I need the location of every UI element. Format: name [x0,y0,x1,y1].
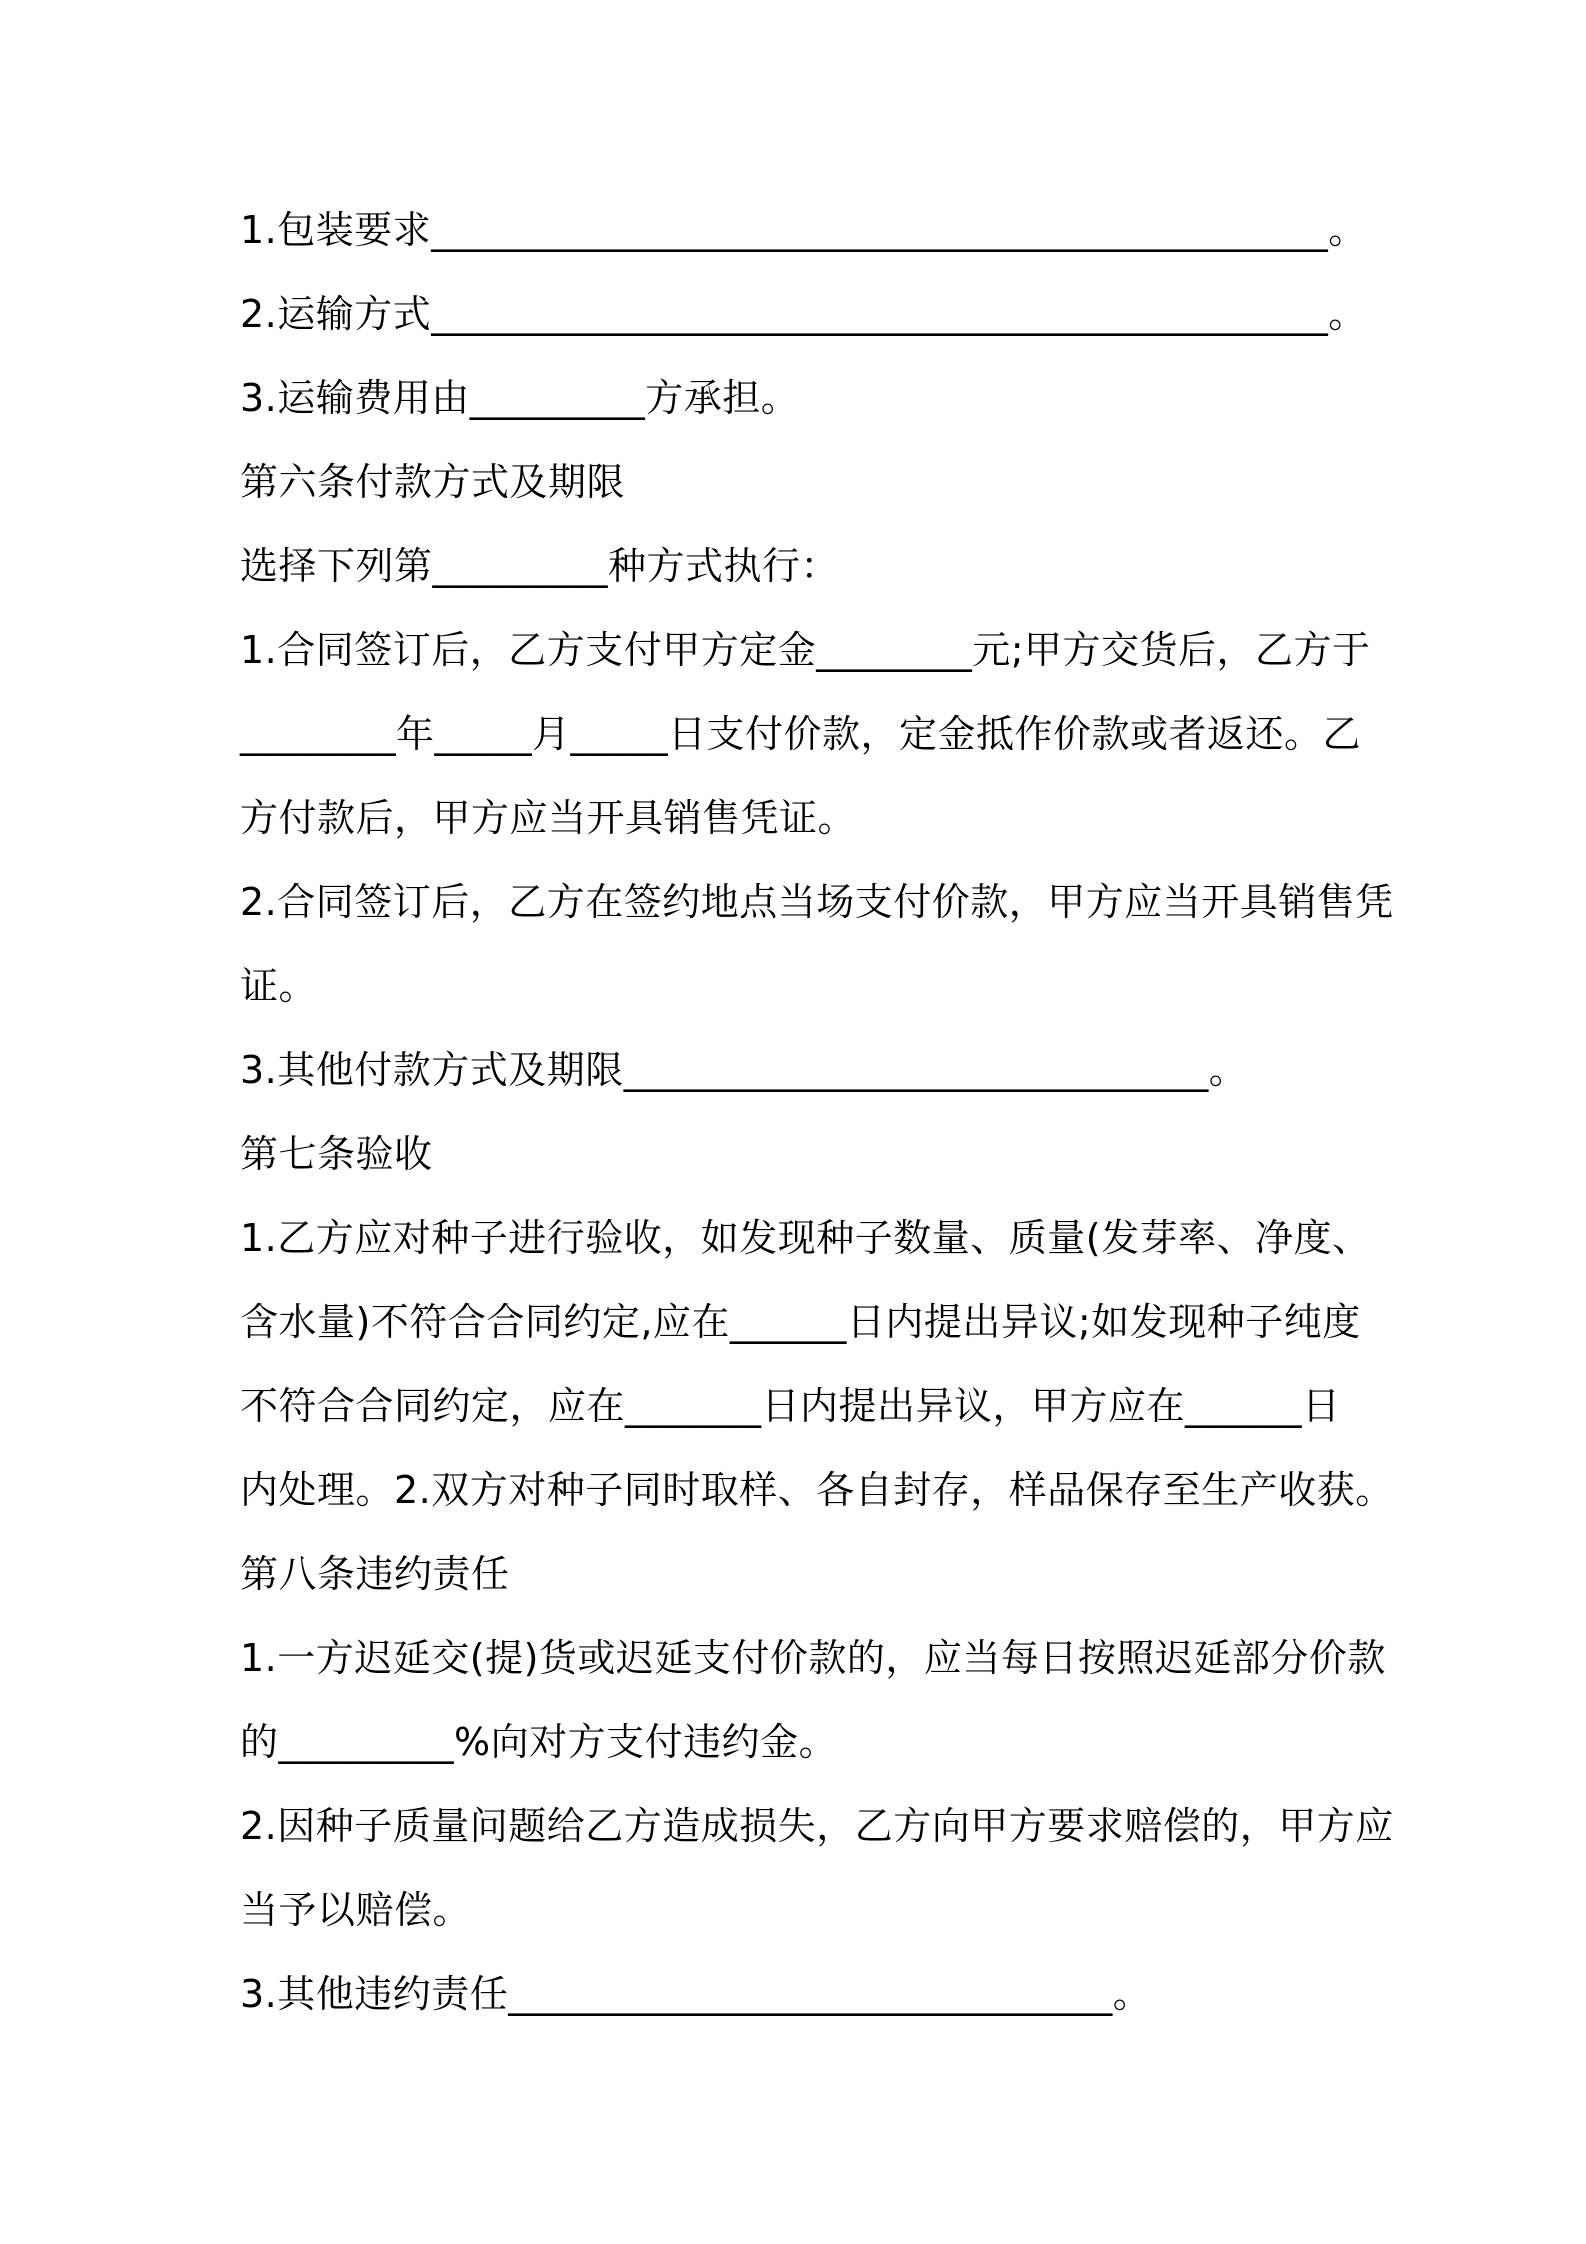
inspection-item-1-line-2: 含水量)不符合合同约定,应在______日内提出异议;如发现种子纯度 [240,1300,1361,1344]
payment-option-3-line: 3.其他付款方式及期限______________________________。 [240,1048,1248,1092]
liability-item-2-line-1: 2.因种子质量问题给乙方造成损失，乙方向甲方要求赔偿的，甲方应 [240,1804,1394,1848]
packaging-requirement-line: 1.包装要求______________________________________________。 [240,208,1367,252]
inspection-item-1-line-1: 1.乙方应对种子进行验收，如发现种子数量、质量(发芽率、净度、 [240,1216,1371,1260]
inspection-item-1-line-3: 不符合合同约定，应在_______日内提出异议，甲方应在______日 [240,1384,1341,1428]
liability-item-1-line-2: 的_________%向对方支付违约金。 [240,1720,838,1764]
article-seven-heading: 第七条验收 [240,1132,433,1176]
transport-cost-line: 3.运输费用由_________方承担。 [240,376,800,420]
article-eight-heading: 第八条违约责任 [240,1552,510,1596]
liability-item-1-line-1: 1.一方迟延交(提)货或迟延支付价款的，应当每日按照迟延部分价款 [240,1636,1386,1680]
article-six-heading: 第六条付款方式及期限 [240,460,626,504]
contract-page [240,198,1394,2046]
payment-option-1-line-3: 方付款后，甲方应当开具销售凭证。 [240,796,857,840]
payment-option-1-line-2: ________年_____月_____日支付价款，定金抵作价款或者返还。乙 [240,712,1362,756]
inspection-item-1-line-4: 内处理。2.双方对种子同时取样、各自封存，样品保存至生产收获。 [240,1468,1394,1512]
payment-option-1-line-1: 1.合同签订后，乙方支付甲方定金________元;甲方交货后，乙方于 [240,628,1371,672]
payment-option-2-line-2: 证。 [240,964,318,1008]
transport-method-line: 2.运输方式______________________________________________。 [240,292,1367,336]
liability-item-3-line: 3.其他违约责任_______________________________。 [240,1972,1152,2016]
liability-item-2-line-2: 当予以赔偿。 [240,1888,472,1932]
payment-choice-line: 选择下列第_________种方式执行： [240,544,840,588]
payment-option-2-line-1: 2.合同签订后，乙方在签约地点当场支付价款，甲方应当开具销售凭 [240,880,1394,924]
